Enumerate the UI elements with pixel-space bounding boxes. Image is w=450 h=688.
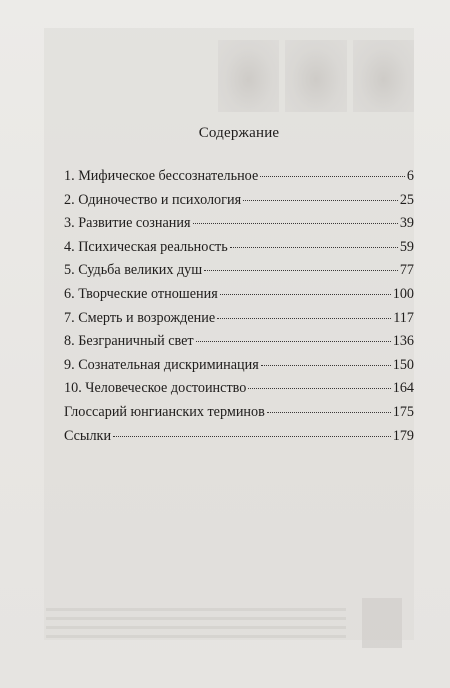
entry-page-number: 6 — [406, 168, 414, 184]
entry-page-number: 117 — [393, 309, 414, 326]
entry-title: 4. Психическая реальность — [64, 238, 228, 255]
show-through-emblem — [362, 598, 402, 648]
dot-leader — [220, 294, 391, 295]
entry-page-number: 59 — [399, 238, 414, 255]
contents-entry[interactable] — [64, 262, 414, 286]
entry-page-number: 164 — [392, 380, 414, 397]
contents-entry[interactable] — [64, 333, 414, 357]
dot-leader — [196, 341, 391, 342]
contents-entry[interactable] — [64, 286, 414, 310]
entry-title: 3. Развитие сознания — [64, 215, 191, 232]
entry-title: 8. Безграничный свет — [64, 333, 194, 350]
contents-entry[interactable] — [64, 168, 414, 192]
entry-page-number: 136 — [392, 333, 414, 350]
contents-entry[interactable] — [64, 428, 414, 452]
entry-page-number: 175 — [392, 403, 414, 420]
entry-page-number: 77 — [399, 262, 414, 279]
dot-leader — [204, 270, 398, 271]
entry-title: 2. Одиночество и психология — [64, 191, 242, 208]
dot-leader — [193, 223, 398, 224]
contents-entry[interactable] — [64, 215, 414, 239]
entry-title: 9. Сознательная дискриминация — [64, 356, 259, 373]
table-of-contents — [64, 125, 414, 451]
contents-entry[interactable] — [64, 192, 414, 216]
contents-entry[interactable] — [64, 380, 414, 404]
entry-page-number: 39 — [399, 215, 414, 232]
dot-leader — [243, 200, 398, 201]
entry-page-number: 25 — [399, 191, 414, 208]
show-through-portrait — [218, 40, 279, 112]
contents-list — [64, 168, 414, 451]
show-through-portrait — [285, 40, 346, 112]
contents-entry[interactable] — [64, 404, 414, 428]
entry-page-number: 100 — [392, 285, 414, 302]
dot-leader — [267, 412, 391, 413]
dot-leader — [248, 388, 390, 389]
dot-leader — [260, 176, 405, 177]
contents-entry[interactable] — [64, 357, 414, 381]
entry-title: Глоссарий юнгианских терминов — [64, 403, 265, 420]
entry-title: 1. Мифическое бессознательное — [64, 168, 259, 184]
entry-title: 5. Судьба великих душ — [64, 262, 203, 279]
dot-leader — [261, 365, 391, 366]
entry-title: Ссылки — [64, 427, 112, 444]
show-through-portraits — [218, 40, 414, 112]
dot-leader — [113, 436, 391, 437]
show-through-portrait — [353, 40, 414, 112]
contents-entry[interactable] — [64, 239, 414, 263]
contents-entry[interactable] — [64, 310, 414, 334]
dot-leader — [217, 318, 391, 319]
show-through-caption-lines — [46, 608, 346, 642]
entry-page-number: 150 — [392, 356, 414, 373]
entry-title: 7. Смерть и возрождение — [64, 309, 216, 326]
entry-page-number: 179 — [392, 427, 414, 444]
dot-leader — [230, 247, 398, 248]
contents-title: Содержание — [198, 125, 280, 141]
entry-title: 6. Творческие отношения — [64, 285, 218, 302]
entry-title: 10. Человеческое достоинство — [64, 380, 247, 397]
